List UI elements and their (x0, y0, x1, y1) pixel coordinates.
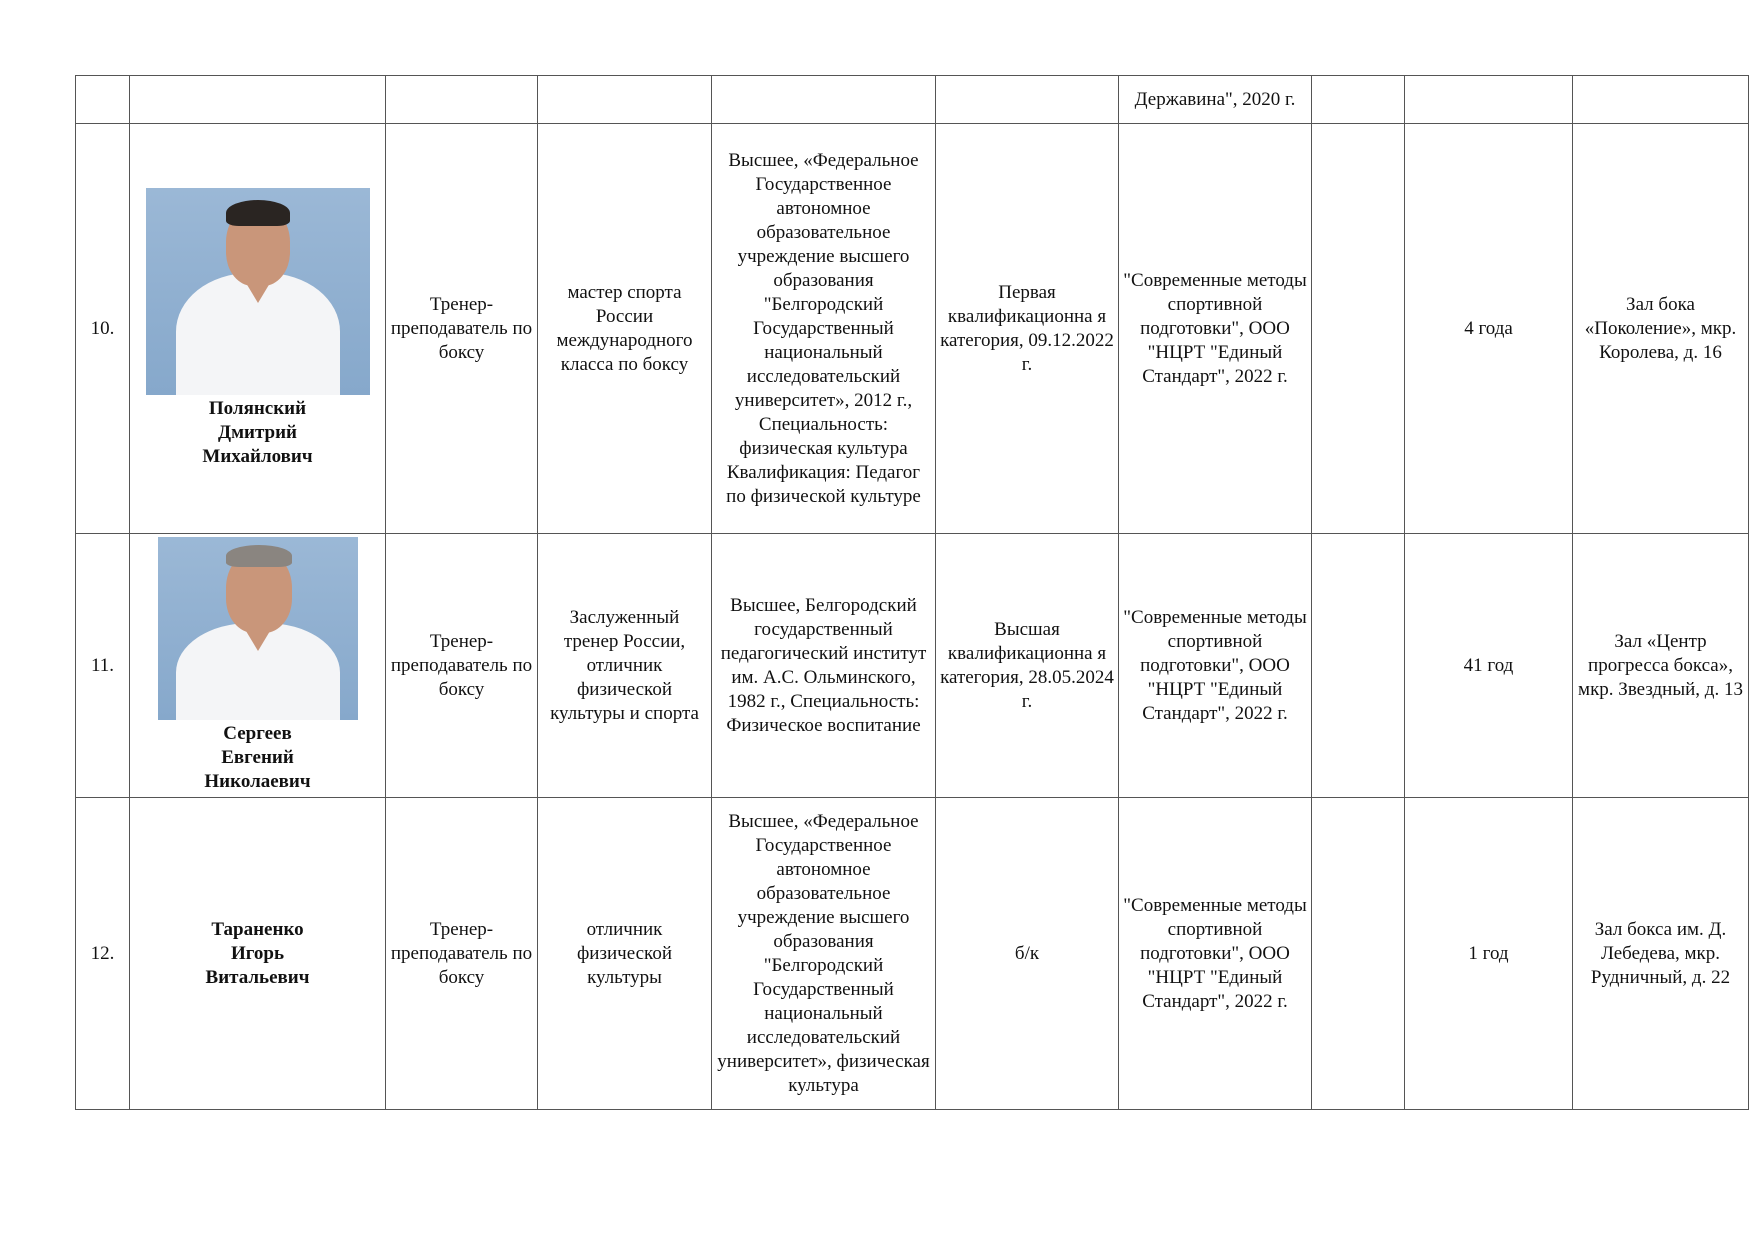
title-cell: мастер спорта России международного класса по боксу (538, 124, 712, 534)
table-cell (1312, 76, 1405, 124)
table-cell (1312, 798, 1405, 1110)
name-cell (130, 798, 386, 1110)
surname: Сергеев (223, 723, 292, 744)
patronymic: Михайлович (202, 446, 313, 467)
first-name: Дмитрий (218, 422, 297, 443)
table-cell (538, 76, 712, 124)
table-cell (936, 76, 1119, 124)
education-cell: Высшее, «Федеральное Государственное автономное образовательное учреждение высшего образования "Белгородский Государственный национальный исследовательский университет», 2012 г., Специальность: физическая культура Квалификация: Педагог по физической культуре (712, 124, 936, 534)
position-cell: Тренер-преподаватель по боксу (386, 798, 538, 1110)
table-cell (386, 76, 538, 124)
table-cell (1312, 534, 1405, 798)
table-row (76, 798, 1749, 1110)
education-cell: Высшее, Белгородский государственный педагогический институт им. А.С. Ольминского, 1982 г., Специальность: Физическое воспитание (712, 534, 936, 798)
row-number: 11. (76, 534, 130, 798)
category-cell: Первая квалификационна я категория, 09.12.2022 г. (936, 124, 1119, 534)
courses-cell: "Современные методы спортивной подготовки", ООО "НЦРТ "Единый Стандарт", 2022 г. (1119, 534, 1312, 798)
location-cell: Зал «Центр прогресса бокса», мкр. Звездный, д. 13 (1573, 534, 1749, 798)
courses-cell: "Современные методы спортивной подготовки", ООО "НЦРТ "Единый Стандарт", 2022 г. (1119, 798, 1312, 1110)
table-cell (1573, 76, 1749, 124)
table-row (76, 76, 1749, 124)
location-cell: Зал бокса им. Д. Лебедева, мкр. Рудничный, д. 22 (1573, 798, 1749, 1110)
title-cell: отличник физической культуры (538, 798, 712, 1110)
experience-cell: 4 года (1405, 124, 1573, 534)
experience-cell: 41 год (1405, 534, 1573, 798)
table-cell (130, 76, 386, 124)
education-cell: Высшее, «Федеральное Государственное автономное образовательное учреждение высшего образования "Белгородский Государственный национальный исследовательский университет», физическая культура (712, 798, 936, 1110)
surname: Полянский (208, 398, 307, 419)
table-row (76, 124, 1749, 534)
table-cell (1405, 76, 1573, 124)
location-cell: Зал бока «Поколение», мкр. Королева, д. 16 (1573, 124, 1749, 534)
courses-cell: Державина", 2020 г. (1119, 76, 1312, 124)
name-cell (130, 124, 386, 534)
table-cell (76, 76, 130, 124)
patronymic: Николаевич (204, 771, 311, 792)
position-cell: Тренер-преподаватель по боксу (386, 534, 538, 798)
table-row (76, 534, 1749, 798)
coach-photo (146, 188, 370, 395)
category-cell: б/к (936, 798, 1119, 1110)
position-cell: Тренер-преподаватель по боксу (386, 124, 538, 534)
name-cell (130, 534, 386, 798)
table-cell (1312, 124, 1405, 534)
title-cell: Заслуженный тренер России, отличник физической культуры и спорта (538, 534, 712, 798)
courses-cell: "Современные методы спортивной подготовки", ООО "НЦРТ "Единый Стандарт", 2022 г. (1119, 124, 1312, 534)
row-number: 10. (76, 124, 130, 534)
experience-cell: 1 год (1405, 798, 1573, 1110)
row-number: 12. (76, 798, 130, 1110)
first-name: Игорь (230, 942, 285, 964)
staff-table (75, 75, 1749, 1110)
first-name: Евгений (221, 747, 294, 768)
coach-photo (158, 537, 358, 720)
category-cell: Высшая квалификационна я категория, 28.05.2024 г. (936, 534, 1119, 798)
table-cell (712, 76, 936, 124)
surname: Тараненко (211, 918, 304, 940)
patronymic: Витальевич (205, 966, 310, 988)
